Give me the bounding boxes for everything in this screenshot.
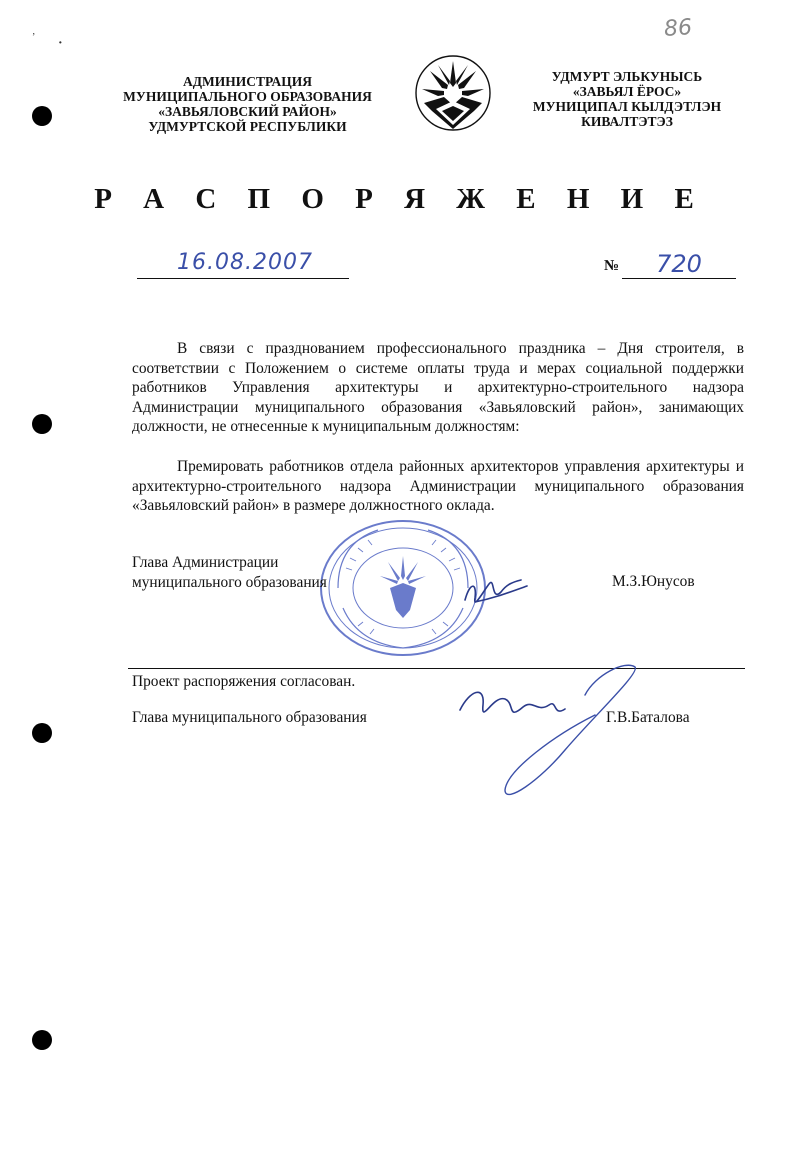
- punch-hole: [32, 723, 52, 743]
- body-paragraph: Премировать работников отдела районных архитекторов управления архитектуры и архитектурно-строительного надзора Администрации муниципального образования «Завьяловский район» в размере должностного оклада.: [132, 458, 744, 515]
- emblem-icon: [414, 53, 492, 133]
- header-left-line: УДМУРТСКОЙ РЕСПУБЛИКИ: [148, 119, 347, 134]
- signatory-title: муниципального образования: [132, 574, 327, 591]
- signatory-name: М.З.Юнусов: [612, 573, 695, 590]
- number-underline: [622, 278, 736, 279]
- header-right: [527, 69, 727, 129]
- handwritten-signature-icon: [455, 562, 535, 622]
- header-right-line: МУНИЦИПАЛ КЫЛДЭТЛЭН: [532, 99, 722, 114]
- header-right-line: КИВАЛТЭТЭЗ: [581, 114, 673, 129]
- punch-hole: [32, 106, 52, 126]
- header-left: [115, 74, 380, 134]
- number-label: №: [604, 258, 620, 274]
- header-left-line: АДМИНИСТРАЦИЯ: [182, 74, 313, 89]
- handwritten-number: 720: [656, 250, 702, 278]
- scan-speck: ·: [58, 36, 63, 51]
- body-paragraph: В связи с празднованием профессионального праздника – Дня строителя, в соответствии с Положением о системе оплаты труда и мерах социальной поддержки работников Управления архитектуры и архитектурно-строительного надзора Администрации муниципального образования «Завьяловский район», занимающих должности, не отнесенные к муниципальным должностям:: [132, 340, 744, 436]
- scan-speck: ʼ: [32, 32, 36, 43]
- header-right-line: УДМУРТ ЭЛЬКУНЫСЬ: [551, 69, 703, 84]
- approver-name: Г.В.Баталова: [606, 709, 690, 726]
- handwritten-signature-icon: [445, 655, 650, 805]
- punch-hole: [32, 414, 52, 434]
- header-left-line: «ЗАВЬЯЛОВСКИЙ РАЙОН»: [158, 104, 337, 119]
- header-right-line: «ЗАВЬЯЛ ЁРОС»: [572, 84, 682, 99]
- date-underline: [137, 278, 349, 279]
- approval-note: Проект распоряжения согласован.: [132, 673, 356, 690]
- signatory-title: Глава Администрации: [132, 554, 279, 571]
- archive-number: 86: [663, 15, 693, 42]
- header-left-line: МУНИЦИПАЛЬНОГО ОБРАЗОВАНИЯ: [123, 89, 372, 104]
- punch-hole: [32, 1030, 52, 1050]
- document-title: Р А С П О Р Я Ж Е Н И Е: [94, 183, 706, 215]
- handwritten-date: 16.08.2007: [177, 250, 313, 275]
- approver-title: Глава муниципального образования: [132, 709, 367, 726]
- separator-line: [128, 668, 745, 669]
